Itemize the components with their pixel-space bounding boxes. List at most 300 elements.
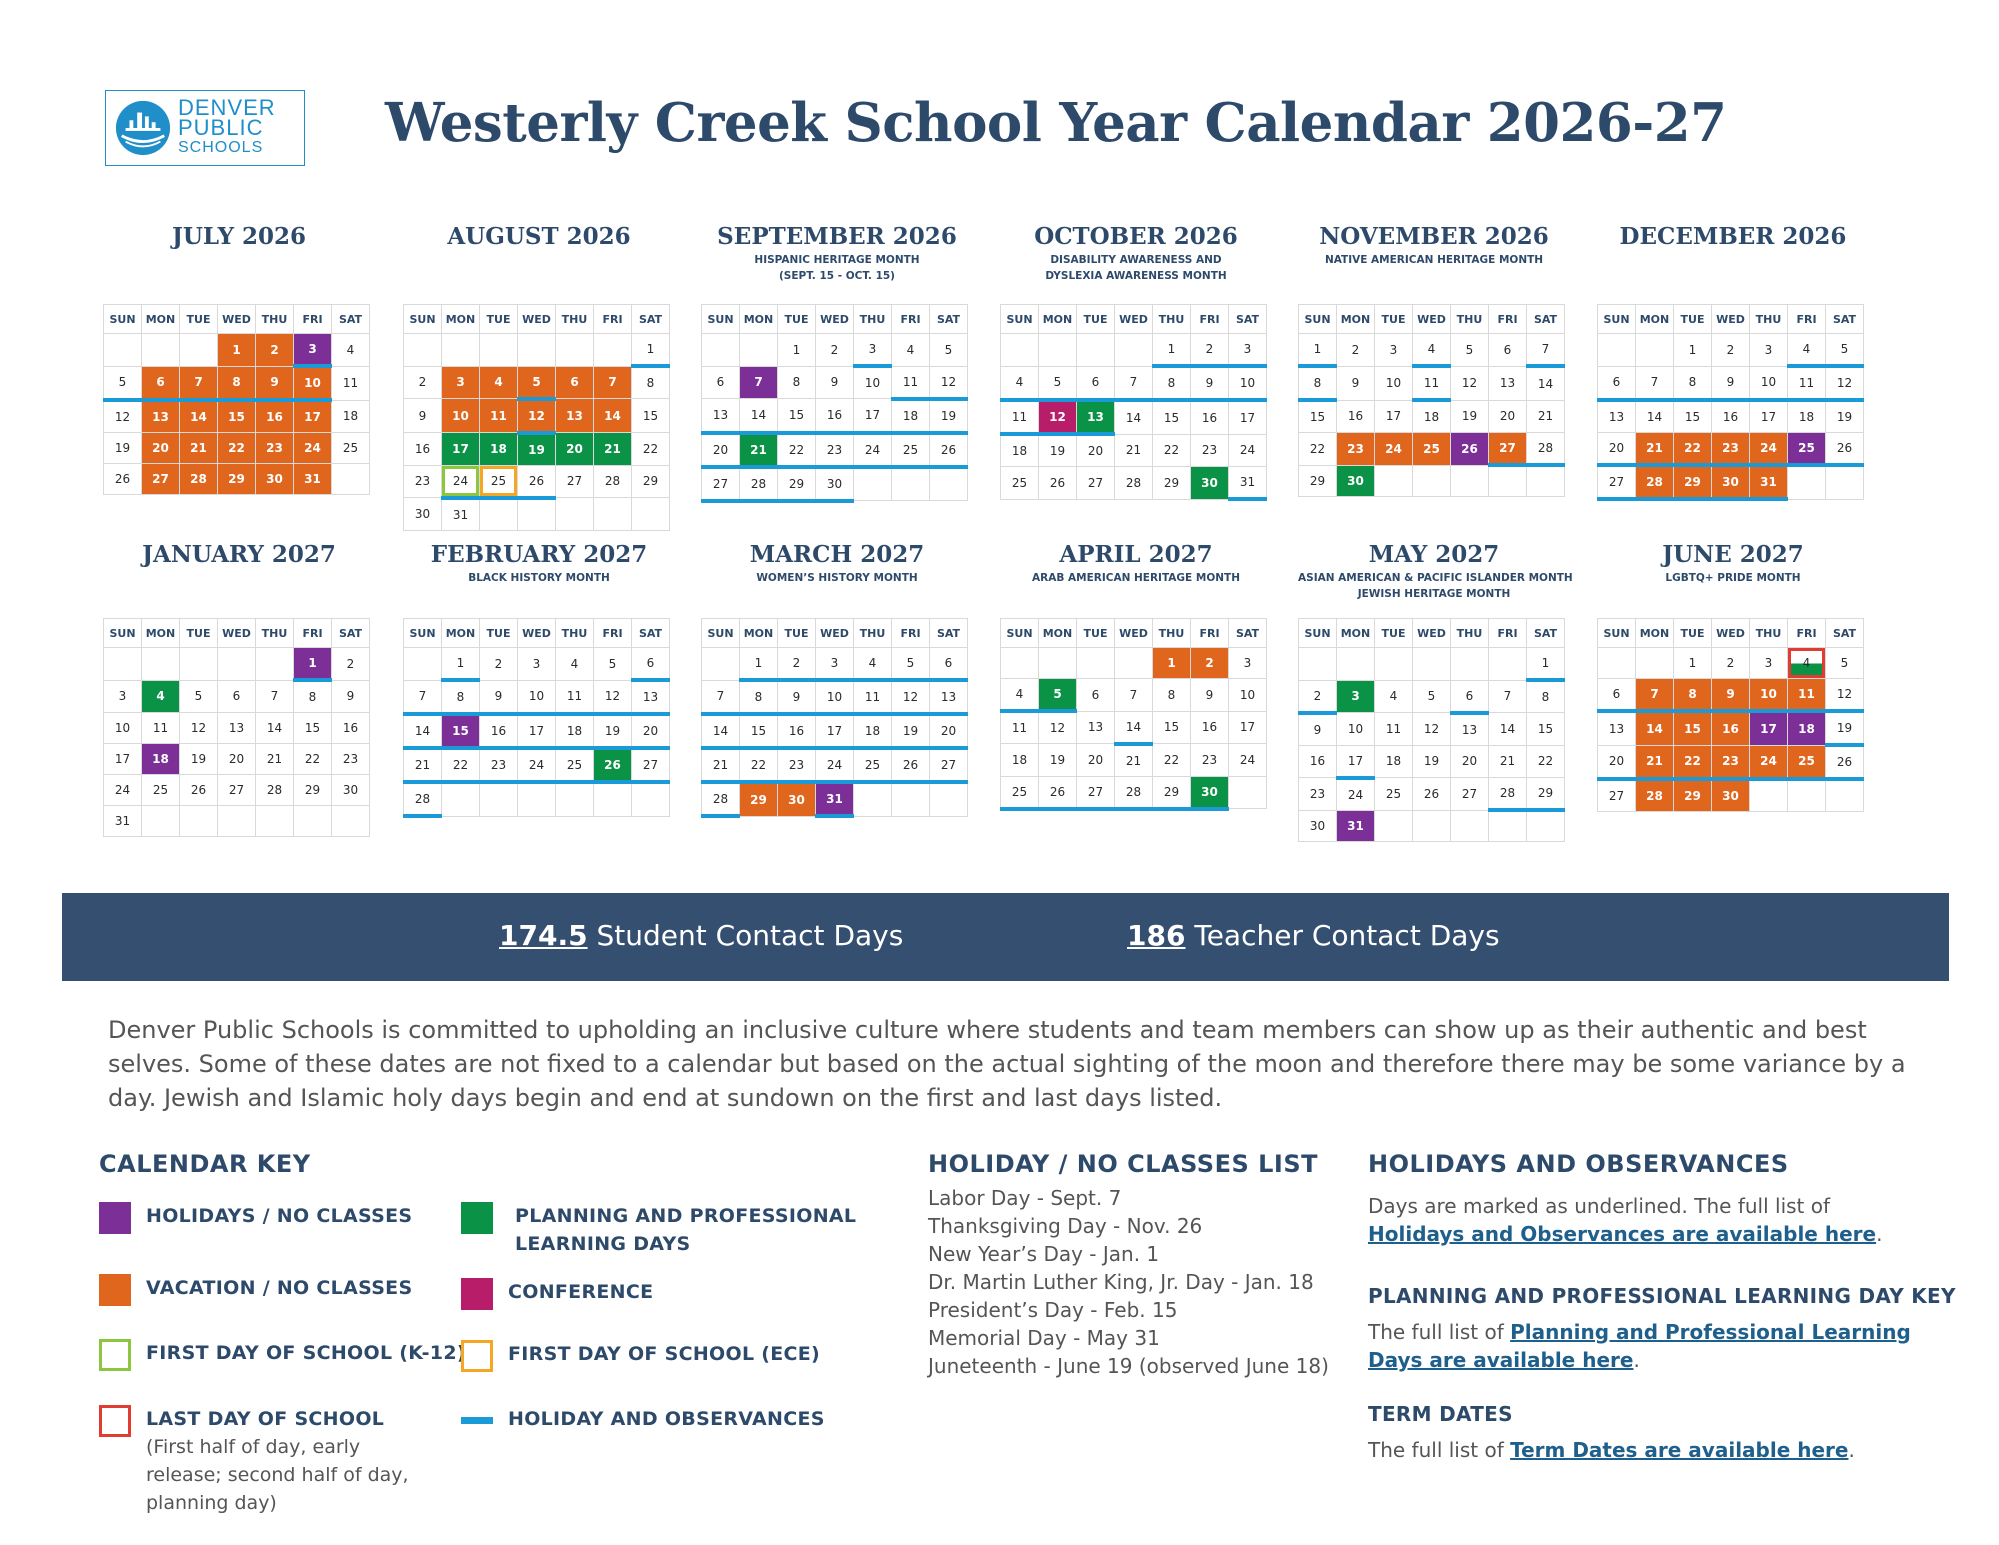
day-cell: [1674, 745, 1712, 779]
empty-cell: [142, 648, 180, 681]
day-cell: [1337, 400, 1375, 433]
key-planning-label-2: LEARNING DAYS: [515, 1233, 691, 1255]
day-number: 24: [1239, 443, 1256, 458]
day-cell: [778, 714, 816, 748]
day-cell: [816, 680, 854, 714]
empty-cell: [480, 782, 518, 816]
empty-cell: [104, 334, 142, 367]
weekday-header: TUE: [1375, 619, 1413, 648]
day-cell: [930, 748, 968, 782]
day-number: 30: [414, 506, 431, 521]
day-cell: [180, 366, 218, 400]
day-number: 2: [1205, 656, 1214, 670]
day-number: 27: [712, 476, 729, 491]
day-cell: [816, 399, 854, 433]
day-cell: [1115, 744, 1153, 777]
day-cell: [1001, 434, 1039, 467]
day-cell: [1712, 400, 1750, 433]
day-cell: [702, 714, 740, 748]
month-name: JUNE 2027: [1662, 541, 1804, 568]
day-cell: [1413, 334, 1451, 367]
day-cell: [518, 366, 556, 399]
holiday-list: [928, 1184, 1329, 1380]
day-cell: [556, 465, 594, 498]
day-cell: [1750, 679, 1788, 712]
weekday-header: SAT: [1826, 619, 1864, 648]
day-number: 26: [1836, 755, 1853, 769]
day-cell: [1153, 711, 1191, 744]
day-number: 29: [228, 472, 245, 486]
weekday-header: TUE: [1375, 305, 1413, 334]
day-cell: [1712, 465, 1750, 499]
weekday-header: TUE: [778, 305, 816, 334]
day-cell: [218, 775, 256, 806]
day-cell: [854, 680, 892, 714]
empty-cell: [1788, 465, 1826, 499]
day-number: 19: [1049, 444, 1066, 458]
month-subtitle: BLACK HISTORY MONTH: [468, 572, 610, 584]
day-number: 7: [1503, 689, 1512, 704]
month-calendar: [103, 540, 375, 828]
day-number: 17: [826, 724, 843, 738]
day-number: 7: [1650, 687, 1659, 701]
empty-cell: [404, 334, 442, 367]
day-cell: [778, 467, 816, 501]
day-cell: [1337, 810, 1375, 841]
day-cell: [632, 366, 670, 399]
month-calendar: [103, 222, 375, 486]
day-number: 8: [1688, 375, 1697, 390]
day-number: 1: [1541, 656, 1550, 670]
day-number: 31: [304, 472, 321, 486]
weekday-header: WED: [816, 305, 854, 334]
day-cell: [480, 465, 518, 498]
day-cell: [1299, 334, 1337, 367]
day-cell: [1077, 711, 1115, 744]
weekday-header: TUE: [480, 305, 518, 334]
day-number: 7: [754, 375, 763, 390]
empty-cell: [142, 334, 180, 367]
day-cell: [778, 433, 816, 467]
day-number: 21: [190, 441, 207, 455]
weekday-header: TUE: [180, 305, 218, 334]
month-calendar: [403, 222, 675, 522]
day-cell: [1750, 366, 1788, 400]
term-dates-heading: TERM DATES: [1368, 1402, 1513, 1426]
observances-heading: HOLIDAYS AND OBSERVANCES: [1368, 1150, 1789, 1178]
day-cell: [816, 748, 854, 782]
weekday-header: TUE: [1077, 619, 1115, 648]
day-number: 25: [490, 473, 507, 488]
day-cell: [1413, 680, 1451, 713]
day-cell: [518, 680, 556, 714]
day-cell: [1674, 433, 1712, 466]
day-cell: [404, 399, 442, 433]
day-cell: [632, 465, 670, 498]
day-number: 21: [750, 442, 767, 457]
observances-desc: Days are marked as underlined. The full list of: [1368, 1194, 1831, 1218]
empty-cell: [142, 806, 180, 837]
day-cell: [1636, 465, 1674, 499]
day-number: 7: [1541, 342, 1550, 356]
day-number: 14: [1646, 721, 1663, 736]
day-number: 4: [156, 689, 165, 704]
day-cell: [1826, 366, 1864, 400]
day-cell: [1788, 433, 1826, 466]
day-cell: [930, 648, 968, 681]
day-number: 3: [868, 342, 877, 356]
day-cell: [892, 433, 930, 467]
empty-cell: [556, 498, 594, 531]
day-number: 19: [114, 441, 131, 455]
day-cell: [180, 400, 218, 433]
day-number: 20: [1461, 754, 1478, 769]
day-cell: [1337, 680, 1375, 713]
weekday-header: FRI: [594, 619, 632, 648]
day-cell: [1712, 334, 1750, 367]
day-cell: [442, 433, 480, 466]
day-number: 7: [1129, 687, 1138, 702]
weekday-header: FRI: [1489, 619, 1527, 648]
day-cell: [1788, 366, 1826, 400]
day-number: 14: [414, 724, 431, 738]
term-dates-link[interactable]: Term Dates are available here: [1510, 1438, 1849, 1462]
day-number: 8: [1313, 376, 1322, 390]
day-cell: [142, 775, 180, 806]
day-number: 3: [1764, 656, 1773, 670]
day-number: 9: [1351, 376, 1360, 390]
day-number: 22: [1684, 754, 1701, 769]
day-number: 16: [414, 441, 431, 456]
empty-cell: [1413, 810, 1451, 841]
day-cell: [1788, 648, 1826, 679]
day-number: 16: [266, 410, 283, 424]
holiday-list-item: Thanksgiving Day - Nov. 26: [928, 1214, 1203, 1238]
key-last-day-text: [146, 1405, 409, 1517]
empty-cell: [480, 498, 518, 531]
day-cell: [142, 713, 180, 744]
empty-cell: [1636, 648, 1674, 679]
weekday-header: FRI: [294, 619, 332, 648]
month-name: MAY 2027: [1368, 541, 1500, 568]
day-number: 10: [1760, 375, 1777, 390]
day-cell: [518, 465, 556, 498]
day-cell: [518, 399, 556, 433]
day-number: 19: [940, 408, 957, 423]
day-cell: [1375, 433, 1413, 466]
day-number: 17: [1760, 721, 1777, 736]
day-number: 5: [608, 656, 617, 671]
weekday-header: SAT: [332, 619, 370, 648]
weekday-header: SAT: [1527, 305, 1565, 334]
day-number: 17: [1347, 753, 1364, 768]
day-cell: [854, 714, 892, 748]
day-cell: [332, 334, 370, 367]
day-cell: [442, 498, 480, 531]
observances-text: [1368, 1192, 1968, 1248]
weekday-header: WED: [1115, 305, 1153, 334]
day-cell: [1826, 745, 1864, 779]
day-number: 4: [868, 656, 877, 670]
day-number: 13: [1087, 720, 1104, 735]
day-number: 24: [1760, 441, 1777, 455]
day-cell: [1489, 745, 1527, 778]
day-cell: [930, 366, 968, 399]
day-cell: [1527, 680, 1565, 713]
day-number: 20: [228, 752, 245, 766]
month-grid: [403, 304, 670, 531]
day-number: 22: [788, 442, 805, 457]
inclusion-statement: Denver Public Schools is committed to upholding an inclusive culture where students and team members can show up as their authentic and best selves. Some of these dates are not fixed to a calendar but based on the actual sighting of the moon and therefore there may be some variance by a day. Jewish and Islamic holy days begin and end at sundown on the first and last days listed.: [108, 1016, 1906, 1112]
day-cell: [778, 748, 816, 782]
month-grid: [103, 618, 370, 837]
day-cell: [1115, 776, 1153, 809]
day-number: 28: [190, 472, 207, 486]
weekday-header: SUN: [1001, 305, 1039, 334]
day-number: 28: [1499, 786, 1516, 800]
day-cell: [1191, 400, 1229, 434]
key-holidays-label: HOLIDAYS / NO CLASSES: [146, 1205, 413, 1227]
weekday-header: FRI: [892, 305, 930, 334]
month-grid: [1298, 618, 1565, 842]
day-number: 17: [1239, 720, 1256, 735]
day-number: 28: [1646, 789, 1663, 803]
empty-cell: [104, 648, 142, 681]
day-cell: [1299, 465, 1337, 496]
day-cell: [632, 399, 670, 433]
holiday-list-item: Memorial Day - May 31: [928, 1326, 1160, 1350]
day-cell: [1229, 679, 1267, 712]
day-number: 21: [712, 758, 729, 772]
day-cell: [1153, 366, 1191, 400]
day-number: 23: [1201, 443, 1218, 458]
day-number: 7: [194, 375, 203, 390]
day-number: 12: [1836, 376, 1853, 390]
weekday-header: WED: [1115, 619, 1153, 648]
day-cell: [294, 648, 332, 681]
weekday-header: SUN: [104, 305, 142, 334]
day-number: 8: [646, 376, 655, 390]
day-cell: [816, 648, 854, 681]
empty-cell: [1527, 810, 1565, 841]
day-cell: [702, 399, 740, 433]
empty-cell: [256, 806, 294, 837]
day-number: 25: [1011, 475, 1028, 490]
weekday-header: MON: [1337, 305, 1375, 334]
day-cell: [702, 366, 740, 399]
day-number: 19: [604, 724, 621, 738]
day-number: 4: [1427, 342, 1436, 356]
day-cell: [1077, 679, 1115, 712]
day-number: 24: [1347, 787, 1364, 802]
day-number: 29: [1163, 784, 1180, 799]
day-cell: [1191, 648, 1229, 679]
weekday-header: MON: [1636, 619, 1674, 648]
empty-cell: [930, 782, 968, 816]
day-number: 5: [944, 342, 953, 357]
day-number: 26: [1836, 441, 1853, 455]
day-number: 9: [1205, 687, 1214, 702]
day-cell: [1337, 366, 1375, 400]
day-cell: [594, 366, 632, 399]
day-cell: [1077, 366, 1115, 400]
month-calendar: [701, 540, 973, 807]
day-number: 9: [792, 690, 801, 704]
day-number: 22: [228, 441, 245, 455]
day-cell: [294, 400, 332, 433]
day-number: 14: [712, 724, 729, 738]
empty-cell: [256, 648, 294, 681]
student-contact-days: [499, 919, 903, 952]
day-number: 21: [414, 758, 431, 772]
day-cell: [180, 713, 218, 744]
weekday-header: TUE: [1674, 619, 1712, 648]
day-number: 4: [1802, 656, 1811, 670]
day-number: 6: [1091, 687, 1100, 702]
day-cell: [218, 433, 256, 464]
day-cell: [1191, 776, 1229, 809]
empty-cell: [180, 648, 218, 681]
month-grid: [1298, 304, 1565, 497]
day-cell: [1115, 434, 1153, 467]
empty-cell: [1527, 465, 1565, 496]
pd-key-text: [1368, 1318, 1968, 1374]
day-cell: [142, 433, 180, 464]
day-cell: [1337, 334, 1375, 367]
day-number: 8: [754, 690, 763, 704]
day-cell: [404, 680, 442, 714]
day-cell: [1115, 366, 1153, 400]
student-contact-days-count: 174.5: [499, 919, 588, 952]
weekday-header: SUN: [104, 619, 142, 648]
empty-cell: [1489, 810, 1527, 841]
empty-cell: [556, 334, 594, 367]
day-cell: [518, 714, 556, 748]
month-grid: [1000, 618, 1267, 811]
day-number: 4: [570, 656, 579, 671]
weekday-header: SAT: [930, 305, 968, 334]
month-grid: [701, 304, 968, 503]
empty-cell: [892, 467, 930, 501]
day-cell: [1299, 745, 1337, 778]
day-cell: [892, 680, 930, 714]
day-number: 16: [826, 407, 843, 422]
day-number: 21: [1646, 754, 1663, 769]
empty-cell: [218, 806, 256, 837]
day-cell: [294, 464, 332, 495]
observance-line-swatch: [461, 1417, 493, 1424]
day-cell: [930, 399, 968, 433]
day-number: 18: [902, 408, 919, 423]
day-number: 11: [342, 376, 359, 390]
day-number: 25: [1423, 441, 1440, 456]
day-number: 29: [1684, 475, 1701, 489]
month-name: MARCH 2027: [749, 541, 925, 568]
day-number: 2: [792, 656, 801, 670]
day-cell: [104, 744, 142, 775]
day-number: 7: [716, 689, 725, 704]
month-name: NOVEMBER 2026: [1319, 223, 1549, 250]
day-number: 7: [418, 689, 427, 704]
day-cell: [1489, 334, 1527, 367]
pd-link-2[interactable]: Days are available here: [1368, 1348, 1634, 1372]
weekday-header: THU: [556, 619, 594, 648]
day-number: 19: [1836, 721, 1853, 735]
day-cell: [594, 680, 632, 714]
page-title: Westerly Creek School Year Calendar 2026-27: [385, 92, 1727, 154]
day-cell: [104, 680, 142, 713]
day-number: 24: [1760, 754, 1777, 769]
day-number: 22: [1163, 443, 1180, 458]
day-cell: [740, 399, 778, 433]
key-conference: [461, 1278, 653, 1310]
weekday-header: SAT: [332, 305, 370, 334]
day-cell: [556, 433, 594, 466]
observances-link[interactable]: Holidays and Observances are available here: [1368, 1222, 1877, 1246]
day-number: 21: [1646, 441, 1663, 455]
day-number: 18: [342, 409, 359, 424]
day-number: 9: [1313, 722, 1322, 737]
day-number: 18: [1798, 721, 1815, 736]
holiday-list-item: Labor Day - Sept. 7: [928, 1186, 1122, 1210]
day-number: 15: [1684, 410, 1701, 424]
day-cell: [332, 680, 370, 713]
month-subtitle: LGBTQ+ PRIDE MONTH: [1665, 572, 1801, 584]
key-last-day-sub-2: release; second half of day,: [146, 1464, 409, 1486]
pd-link-1[interactable]: Planning and Professional Learning: [1510, 1320, 1911, 1344]
day-number: 13: [228, 721, 245, 735]
day-cell: [1527, 713, 1565, 746]
day-cell: [332, 713, 370, 744]
logo-line-1: DENVER: [178, 95, 276, 120]
day-cell: [1001, 711, 1039, 744]
day-cell: [816, 782, 854, 816]
day-number: 17: [304, 410, 321, 424]
day-number: 15: [228, 410, 245, 424]
term-dates-desc: The full list of: [1368, 1438, 1511, 1462]
day-cell: [1788, 745, 1826, 779]
day-number: 23: [342, 752, 359, 766]
key-observances-label: HOLIDAY AND OBSERVANCES: [508, 1408, 825, 1430]
weekday-header: FRI: [1191, 305, 1229, 334]
day-number: 2: [1351, 342, 1360, 357]
day-number: 15: [1309, 410, 1326, 424]
day-cell: [1229, 467, 1267, 500]
day-number: 23: [1722, 441, 1739, 455]
day-cell: [1674, 779, 1712, 812]
weekday-header: SAT: [632, 305, 670, 334]
day-cell: [930, 680, 968, 714]
day-cell: [632, 334, 670, 367]
day-number: 15: [1163, 410, 1180, 425]
month-subtitle: DISABILITY AWARENESS AND: [1050, 254, 1222, 266]
day-number: 27: [566, 474, 583, 489]
day-cell: [740, 467, 778, 501]
day-cell: [332, 648, 370, 681]
day-cell: [1337, 745, 1375, 778]
day-number: 30: [1722, 475, 1739, 489]
day-cell: [104, 400, 142, 433]
day-cell: [1451, 778, 1489, 811]
day-cell: [892, 334, 930, 367]
day-number: 13: [1499, 376, 1516, 390]
day-number: 26: [1049, 784, 1066, 799]
day-number: 20: [566, 441, 583, 456]
day-number: 24: [1385, 441, 1402, 456]
key-vacation-label: VACATION / NO CLASSES: [146, 1277, 413, 1299]
day-number: 18: [1798, 410, 1815, 424]
weekday-header: SAT: [1527, 619, 1565, 648]
